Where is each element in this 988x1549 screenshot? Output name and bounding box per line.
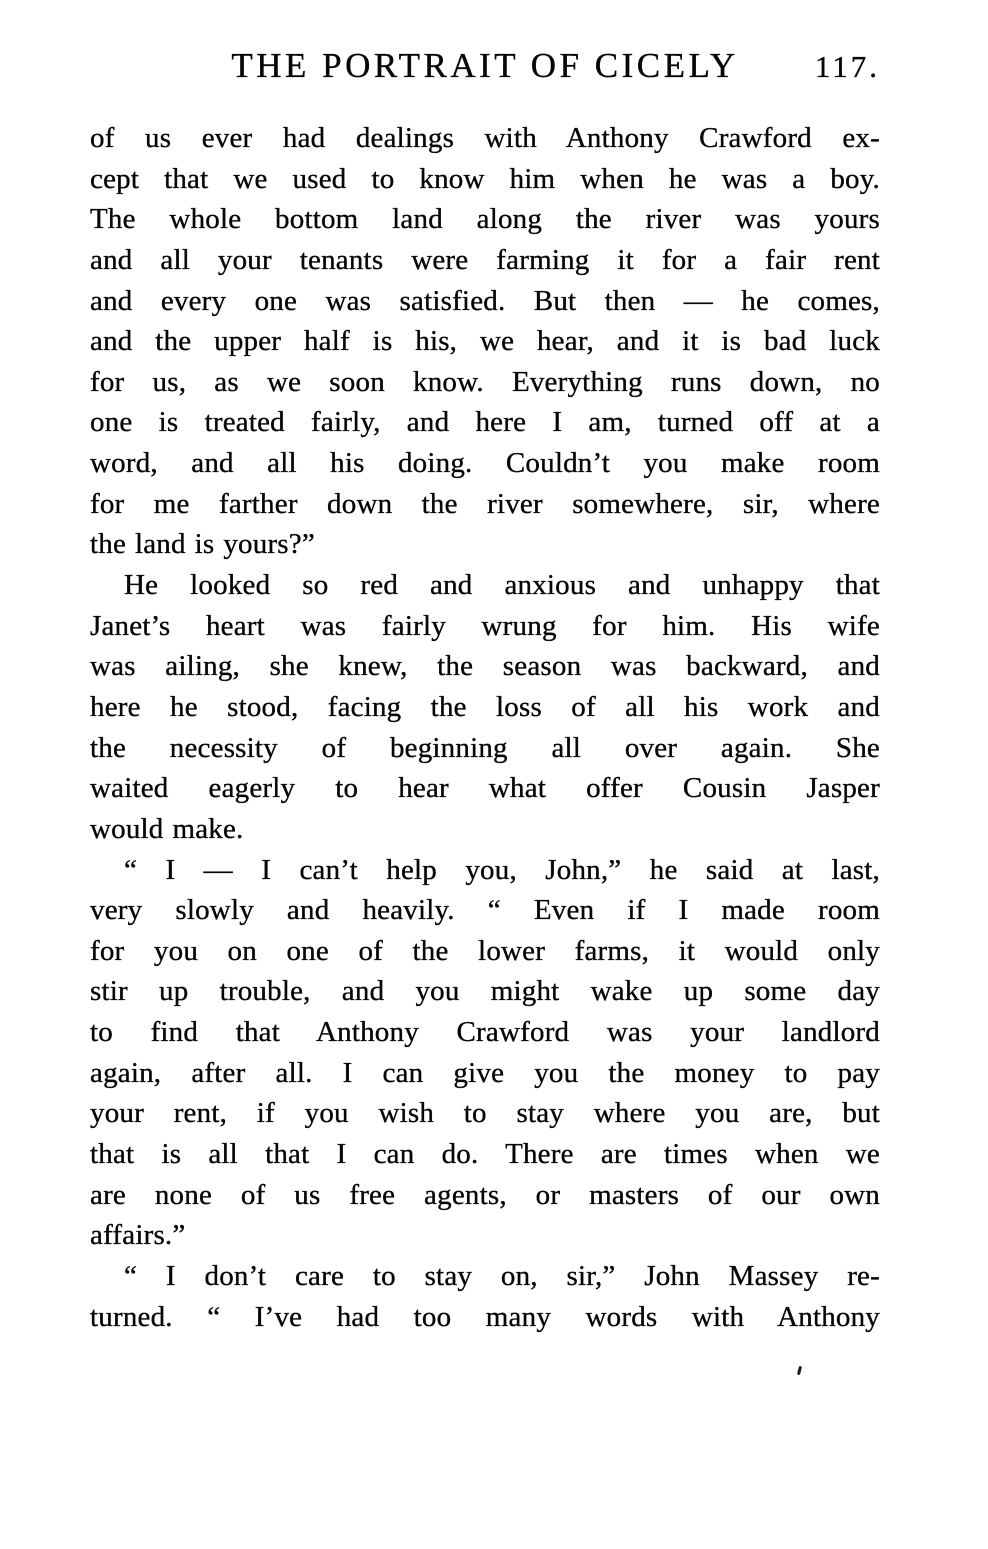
text-line: and all your tenants were farming it for a fair rent bbox=[90, 243, 880, 276]
text-line: would make. bbox=[90, 812, 244, 845]
page-number: 117. bbox=[814, 49, 880, 84]
text-line: stir up trouble, and you might wake up some day bbox=[90, 975, 880, 1008]
text-line: “ I — I can’t help you, John,” he said at last, bbox=[124, 853, 880, 886]
text-line: one is treated fairly, and here I am, turned off at a bbox=[90, 406, 880, 439]
text-line: turned. “ I’ve had too many words with Anthony bbox=[90, 1300, 880, 1333]
text-line: that is all that I can do. There are times when we bbox=[90, 1138, 880, 1171]
text-line: for you on one of the lower farms, it would only bbox=[90, 934, 880, 967]
text-line: here he stood, facing the loss of all his work and bbox=[90, 690, 880, 723]
text-line: He looked so red and anxious and unhappy that bbox=[124, 569, 880, 602]
text-line: and the upper half is his, we hear, and it is bad luck bbox=[90, 325, 880, 358]
text-line: of us ever had dealings with Anthony Crawford ex- bbox=[90, 122, 880, 154]
page-title: THE PORTRAIT OF CICELY bbox=[231, 46, 739, 85]
text-line: was ailing, she knew, the season was backward, and bbox=[90, 650, 880, 683]
text-line: cept that we used to know him when he was a boy. bbox=[90, 162, 880, 195]
text-line: the necessity of beginning all over again. She bbox=[90, 731, 880, 764]
text-block bbox=[90, 118, 880, 1337]
text-line: Janet’s heart was fairly wrung for him. His wife bbox=[90, 609, 880, 642]
text-line: “ I don’t care to stay on, sir,” John Massey re- bbox=[124, 1259, 880, 1292]
text-line: your rent, if you wish to stay where you are, but bbox=[90, 1097, 880, 1130]
text-line: to find that Anthony Crawford was your landlord bbox=[90, 1016, 880, 1049]
text-line: waited eagerly to hear what offer Cousin Jasper bbox=[90, 772, 880, 805]
text-line: again, after all. I can give you the money to pay bbox=[90, 1056, 880, 1089]
text-line: word, and all his doing. Couldn’t you make room bbox=[90, 447, 880, 480]
text-line: The whole bottom land along the river was yours bbox=[90, 203, 880, 236]
text-line: for me farther down the river somewhere, sir, where bbox=[90, 487, 880, 520]
running-head bbox=[90, 46, 880, 92]
ink-speck-artifact bbox=[797, 1366, 802, 1375]
text-line: the land is yours?” bbox=[90, 528, 315, 561]
text-line: very slowly and heavily. “ Even if I made room bbox=[90, 894, 880, 927]
text-line: for us, as we soon know. Everything runs down, no bbox=[90, 365, 880, 398]
text-line: affairs.” bbox=[90, 1219, 186, 1252]
text-line: are none of us free agents, or masters of our own bbox=[90, 1178, 880, 1211]
text-line: and every one was satisfied. But then — he comes, bbox=[90, 284, 880, 317]
